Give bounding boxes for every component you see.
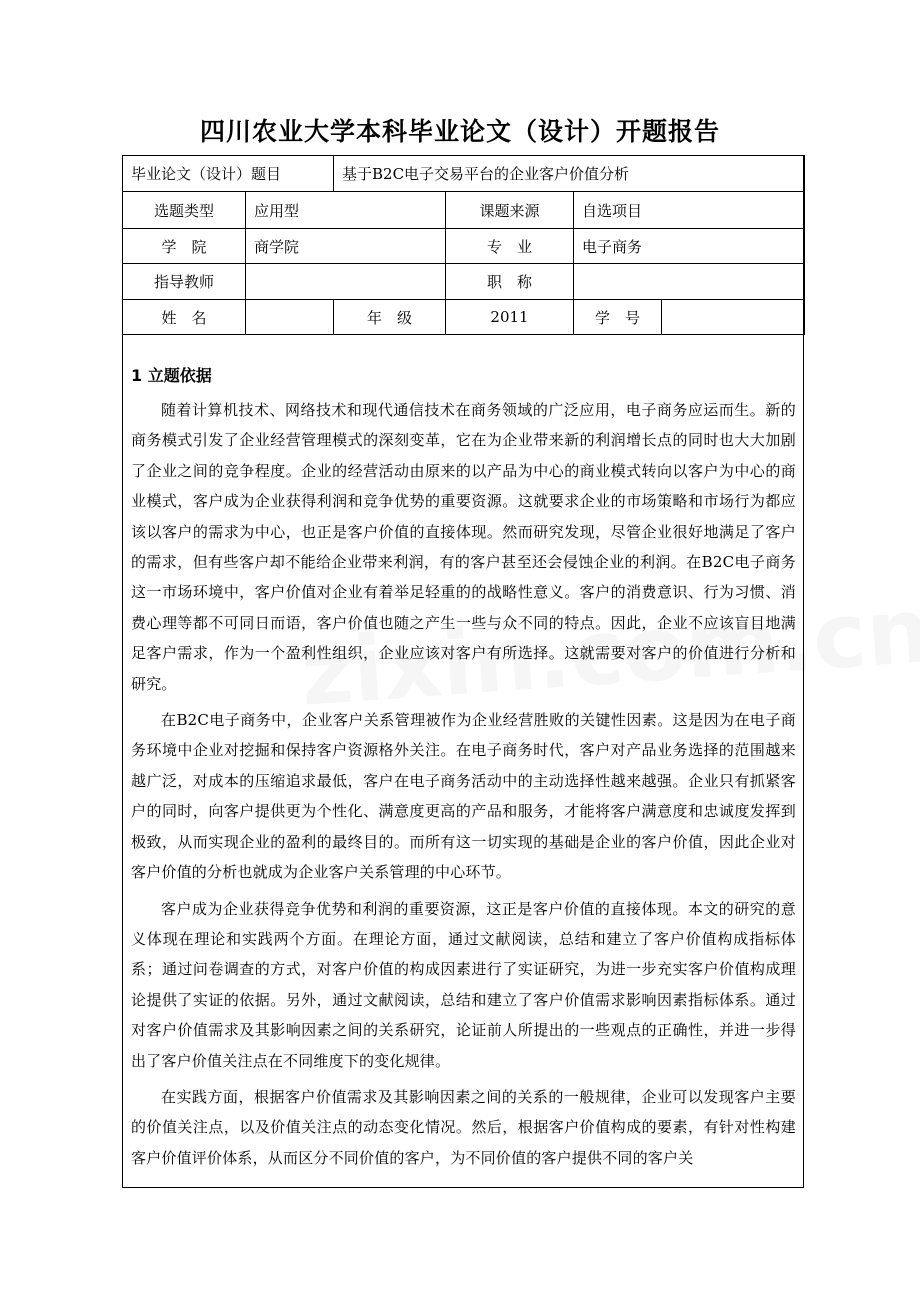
name-value [246,300,334,335]
source-label: 课题来源 [446,192,574,229]
college-label: 学 院 [123,229,246,264]
title-label: 职 称 [446,264,574,300]
section-1 [131,363,796,1179]
title-value [574,264,805,300]
major-label: 专 业 [446,229,574,264]
paragraph-4: 在实践方面，根据客户价值需求及其影响因素之间的关系的一般规律，企业可以发现客户主要的价值关注点，以及价值关注点的动态变化情况。然后，根据客户价值构成的要素，有针对性构建客户价值评价体系，从而区分不同价值的客户，为不同价值的客户提供不同的客户关 [131,1087,796,1167]
student-id-value [662,300,805,335]
table-row-topic [123,156,805,192]
table-row-advisor [123,264,805,300]
grade-value: 2011 [446,300,574,335]
college-value: 商学院 [246,229,446,264]
type-value: 应用型 [246,192,446,229]
topic-value: 基于B2C电子交易平台的企业客户价值分析 [334,156,805,192]
name-label: 姓 名 [123,300,246,335]
major-value: 电子商务 [574,229,805,264]
paragraph-1: 随着计算机技术、网络技术和现代通信技术在商务领域的广泛应用，电子商务应运而生。新的商务模式引发了企业经营管理模式的深刻变革，它在为企业带来新的利润增长点的同时也大大加剧了企业之间的竞争程度。企业的经营活动由原来的以产品为中心的商业模式转向以客户为中心的商业模式，客户成为企业获得利润和竞争优势的重要资源。这就要求企业的市场策略和市场行为都应该以客户的需求为中心，也正是客户价值的直接体现。然而研究发现，尽管企业很好地满足了客户的需求，但有些客户却不能给企业带来利润，有的客户甚至还会侵蚀企业的利润。在B2C电子商务这一市场环境中，客户价值对企业有着举足轻重的的战略性意义。客户的消费意识、行为习惯、消费心理等都不可同日而语，客户价值也随之产生一些与众不同的特点。因此，企业不应该盲目地满足客户需求，作为一个盈利性组织，企业应该对客户有所选择。这就需要对客户的价值进行分析和研究。 [131,401,796,693]
topic-label: 毕业论文（设计）题目 [123,156,334,192]
grade-label: 年 级 [334,300,446,335]
info-table [122,155,805,335]
document-title: 四川农业大学本科毕业论文（设计）开题报告 [199,117,720,146]
source-value: 自选项目 [574,192,805,229]
section-heading: 1 立题依据 [131,366,212,385]
table-row-college [123,229,805,264]
student-id-label: 学 号 [574,300,662,335]
advisor-label: 指导教师 [123,264,246,300]
paragraph-3: 客户成为企业获得竞争优势和利润的重要资源，这正是客户价值的直接体现。本文的研究的意义体现在理论和实践两个方面。在理论方面，通过文献阅读，总结和建立了客户价值构成指标体系；通过问卷调查的方式，对客户价值的构成因素进行了实证研究，为进一步充实客户价值构成理论提供了实证的依据。另外，通过文献阅读，总结和建立了客户价值需求影响因素指标体系。通过对客户价值需求及其影响因素之间的关系研究，论证前人所提出的一些观点的正确性，并进一步得出了客户价值关注点在不同维度下的变化规律。 [131,899,796,1070]
type-label: 选题类型 [123,192,246,229]
table-row-type [123,192,805,229]
table-row-student [123,300,805,335]
paragraph-2: 在B2C电子商务中，企业客户关系管理被作为企业经营胜败的关键性因素。这是因为在电子商务环境中企业对挖掘和保持客户资源格外关注。在电子商务时代，客户对产品业务选择的范围越来越广泛，对成本的压缩追求最低，客户在电子商务活动中的主动选择性越来越强。企业只有抓紧客户的同时，向客户提供更为个性化、满意度更高的产品和服务，才能将客户满意度和忠诚度发挥到极致，从而实现企业的盈利的最终目的。而所有这一切实现的基础是企业的客户价值，因此企业对客户价值的分析也就成为企业客户关系管理的中心环节。 [131,711,796,882]
advisor-value [246,264,446,300]
